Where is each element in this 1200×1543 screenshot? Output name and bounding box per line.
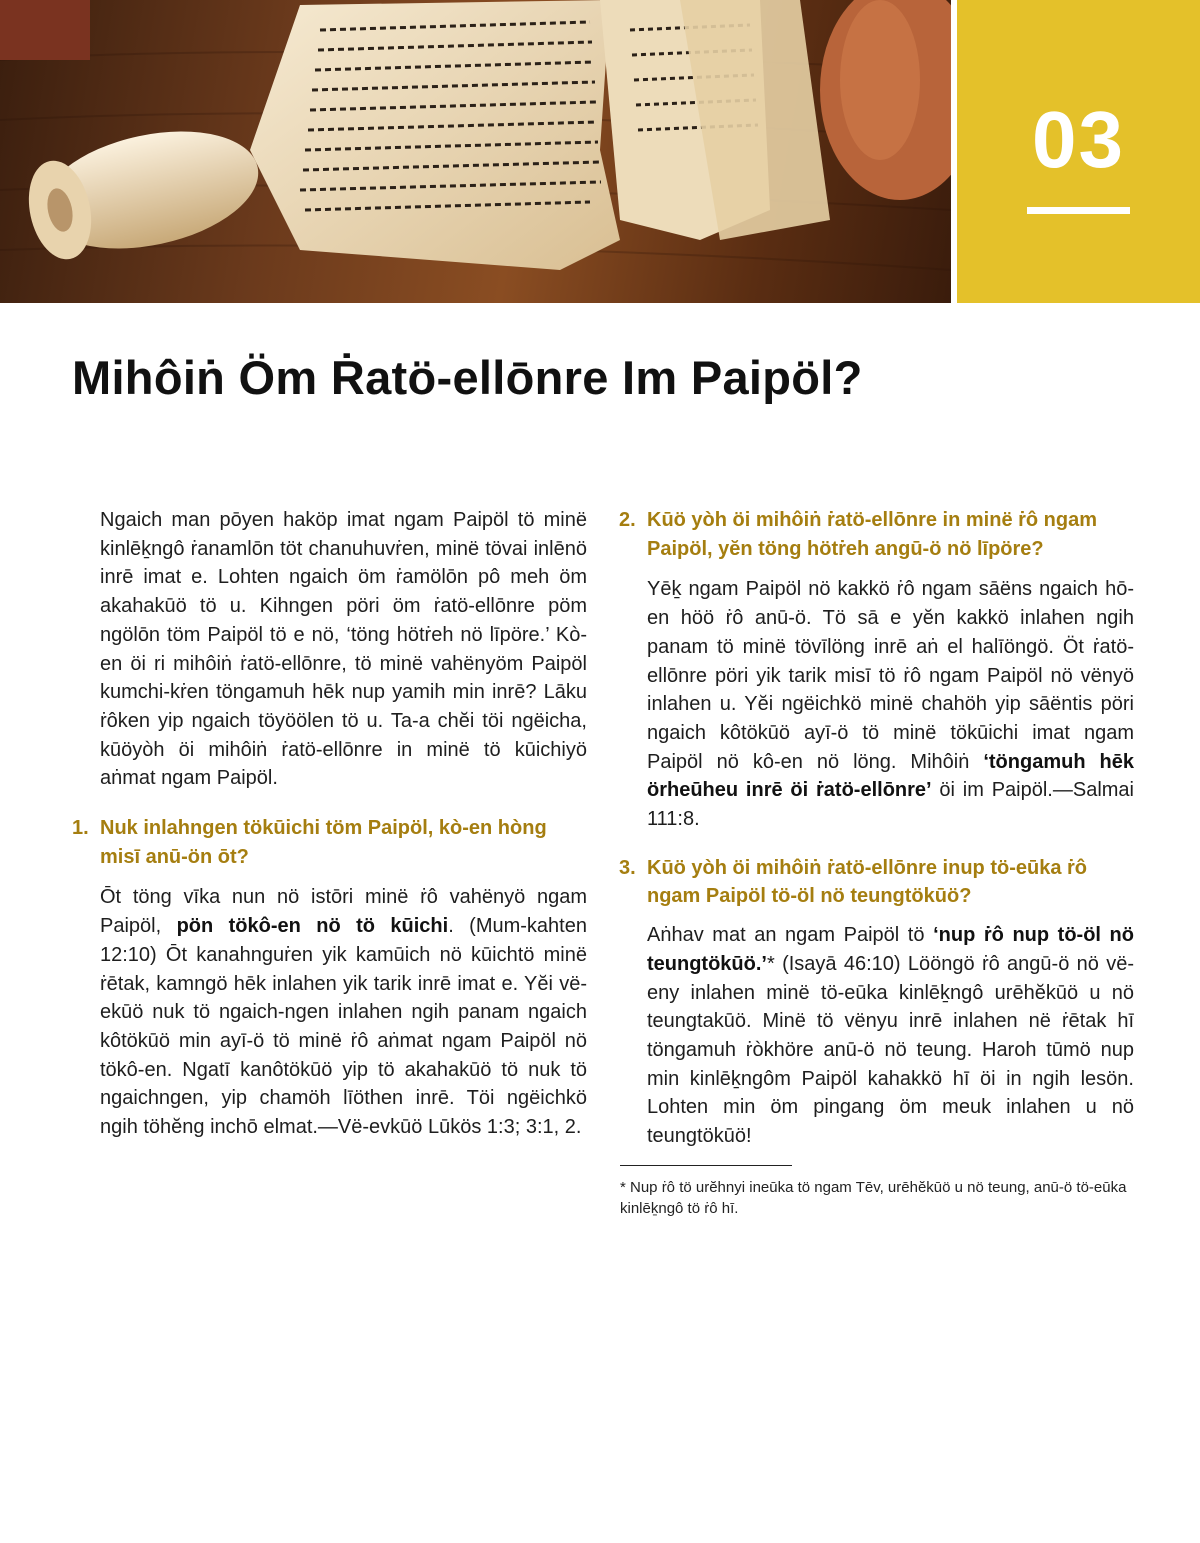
scrolls-illustration — [0, 0, 951, 303]
answer-3-text-a: Aṅhav mat an ngam Paipöl tö — [647, 924, 934, 947]
question-3-number: 3. — [619, 856, 636, 879]
right-column — [619, 506, 1135, 1219]
question-1-number: 1. — [72, 817, 89, 840]
question-3 — [619, 854, 1134, 911]
question-1-text: Nuk inlahngen tökūichi töm Paipöl, kò-en hòng misī anū-ön ōt? — [100, 817, 547, 868]
answer-3-bold: ‘nup ṙô nup tö-öl nö teungtökūö.’ — [647, 924, 1134, 975]
question-2-number: 2. — [619, 509, 636, 531]
badge-underline — [1027, 207, 1130, 214]
answer-1-bold: pön tökô-en nö tö kūichi — [176, 915, 449, 938]
intro-paragraph: Ngaich man pōyen haköp imat ngam Paipöl tö minë kinlēḵngô ṙanamlōn töt chanuhuvṙen, minë tövai inlēnö inrē imat e. Lohten ngaich öm ṙamölōn pô meh öm akahakūö tö u. Kihngen pöri öm ṙatö-ellōnre pöm ngölōn töm Paipöl tö e nö, ‘töng hötṙeh nö līpöre.’ Kò-en öi ri mihôiṅ ṙatö-ellōnre, tö minë vahënyöm Paipöl kumchi-kṙen töngamuh hēk nup yamih min inrē? Lāku ṙôken yip ngaich töyöölen tö u. Ta-a chĕi töi ngëicha, kūöyòh öi mihôiṅ ṙatö-ellōnre in minë tö kūichiyö aṅmat ngam Paipöl. — [100, 509, 587, 790]
answer-2-text-b: öi im Paipöl.—Salmai 111:8. — [647, 779, 1135, 831]
question-1 — [72, 814, 587, 871]
left-column — [72, 506, 587, 1142]
answer-2-text-a: Yēḵ ngam Paipöl nö kakkö ṙô ngam sāëns ngaich hō-en höö ṙô anū-ö. Tö sā e yĕn kakkö inlahen ngih panam tö minë tövīlöng inrē aṅ el halīöngö. Öt ṙatö-ellōnre pöri yik tarik misī tö ṙô ngam Paipöl nö vënyö inlahen u. Yĕi ngëichkö minë chahöh yip sāëntis pöri ngaich kôtökūö ayī-ö tö minë tökūichi imat ngam Paipöl nö kô-en nö löng. Mihôiṅ — [647, 578, 1134, 773]
answer-1-text-b: . (Mum-kahten 12:10) Ōt kanahnguṙen yik kamūich nö kūichtö minë ṙētak, kamngö hēk inlahen yik tarik inrē imat e. Yĕi vë-ekūö nuk tö ngaich-ngen inlahen ngih panam ngaich kôtökūö min ayī-ö tö minë ṙô aṅmat ngam Paipöl nö tökô-en. Ngatī kanôtökūö yip tö akahakūö tö nuk tö ngaichngen, yip chamöh līöthen inrē. Töi ngëichkö ngih töhĕng inchō elmat.—Vë-evkūö Lūkös 1:3; 3:1, 2. — [100, 915, 587, 1139]
lesson-number: 03 — [1032, 95, 1125, 184]
header-image — [0, 0, 951, 303]
footnote: * Nup ṙô tö urĕhnyi ineūka tö ngam Tēv, urēhĕkūö u nö teung, anū-ö tö-eūka kinlēḵngô tö ṙô hī. — [620, 1178, 1127, 1217]
page-title: Mihôiṅ Öm Ṙatö-ellōnre Im Paipöl? — [72, 351, 863, 404]
question-2-text: Kūö yòh öi mihôiṅ ṙatö-ellōnre in minë ṙô ngam Paipöl, yĕn töng hötṙeh angū-ö nö līpöre? — [647, 509, 1098, 560]
answer-1-text-a: Ōt töng vīka nun nö istōri minë ṙô vahënyö ngam Paipöl, — [100, 886, 587, 938]
answer-2 — [647, 575, 1134, 833]
answer-3-text-b: * (Isayā 46:10) Lööngö ṙô angū-ö nö vë-eny inlahen minë tö-eūka kinlēḵngô urēhĕkūö u nö teungtakūö. Minë tö vënyu inrē inlahen në ṙētak hī töngamuh ṙòkhöre anū-ö nö teung. Haroh tūmö nup min kinlēḵngôm Paipöl kahakkö hī öi in ngih lesön. Lohten min öm pingang öm meuk inlahen u nö teungtökūö! — [647, 952, 1134, 1148]
lesson-number-badge — [957, 0, 1200, 303]
answer-2-bold: ‘töngamuh hēk örheūheu inrē öi ṙatö-ellōnre’ — [647, 750, 1134, 802]
question-2 — [619, 506, 1134, 563]
footnote-divider — [620, 1165, 792, 1166]
answer-1 — [100, 883, 587, 1141]
answer-3 — [647, 921, 1134, 1151]
question-3-text: Kūö yòh öi mihôiṅ ṙatö-ellōnre inup tö-eūka ṙô ngam Paipöl tö-öl nö teungtökūö? — [647, 856, 1087, 908]
